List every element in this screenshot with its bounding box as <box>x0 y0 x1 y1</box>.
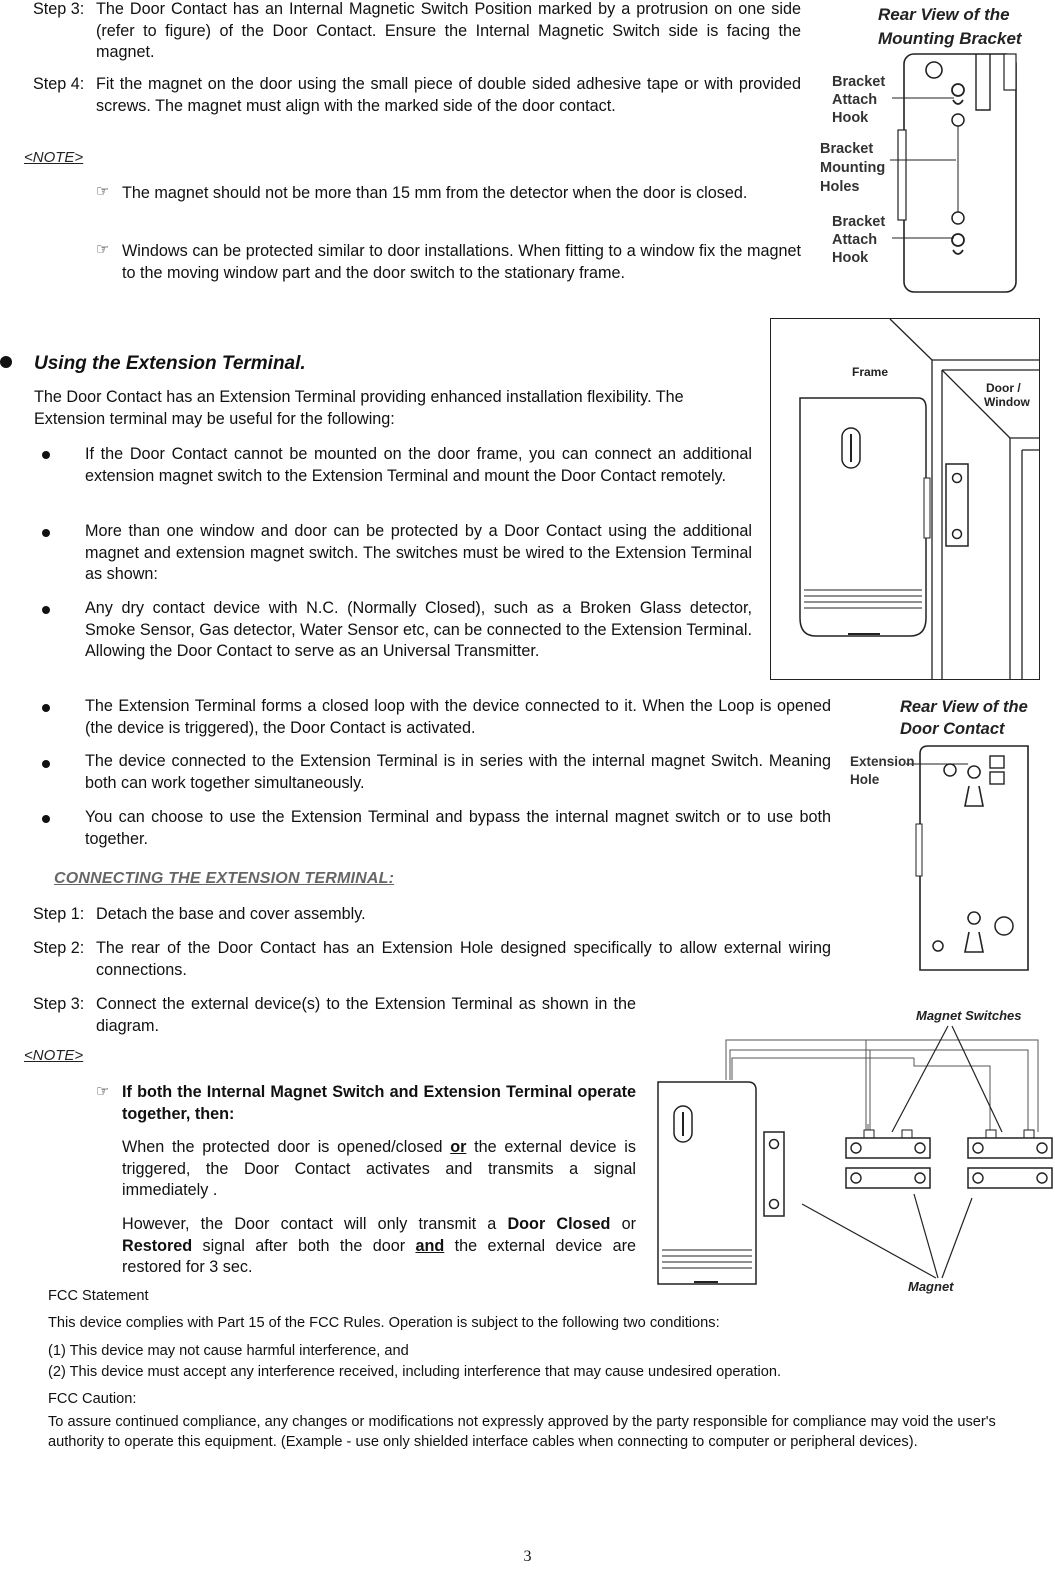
note-item: Windows can be protected similar to door installations. When fitting to a window fix the magnet to the moving window part and the door switch to the stationary frame. <box>122 242 801 282</box>
step-text: Connect the external device(s) to the Extension Terminal as shown in the diagram. <box>96 995 636 1035</box>
door-contact-rear-figure <box>848 694 1040 976</box>
fcc-condition-2: (2) This device must accept any interference received, including interference that may cause undesired operation. <box>48 1364 782 1380</box>
fcc-statement-title: FCC Statement <box>48 1288 149 1304</box>
attach-hook-label-1b: Attach <box>832 92 878 108</box>
attach-hook-label-1a: Bracket <box>832 74 886 90</box>
step-label: Step 1: <box>33 905 85 923</box>
note-label: <NOTE> <box>24 1047 84 1064</box>
pointing-hand-icon: ☞ <box>96 1083 110 1100</box>
pointing-hand-icon: ☞ <box>96 241 110 258</box>
attach-hook-label-1c: Hook <box>832 110 869 126</box>
connect-step-1 <box>33 904 831 926</box>
note-heading: If both the Internal Magnet Switch and Extension Terminal operate together, then: <box>122 1083 636 1123</box>
extension-bullet: The Extension Terminal forms a closed loop with the device connected to it. When the Loop is opened (the device is triggered), the Door Contact is activated. <box>85 697 831 737</box>
extension-hole-label-1: Extension <box>850 754 915 769</box>
extension-bullet: More than one window and door can be protected by a Door Contact using the additional magnet and extension magnet switch. The switches must be wired to the Extension Terminal as shown: <box>85 522 752 583</box>
connecting-heading: CONNECTING THE EXTENSION TERMINAL: <box>54 870 395 887</box>
bullet-dot <box>42 760 50 768</box>
mounting-holes-label-b: Mounting <box>820 160 886 176</box>
extension-bullet: The device connected to the Extension Terminal is in series with the internal magnet Switch. Meaning both can work together simultaneously. <box>85 752 831 792</box>
door-frame-figure <box>770 318 1040 680</box>
section-bullet <box>0 356 12 368</box>
para2-text-a: However, the Door contact will only transmit a <box>122 1215 508 1233</box>
note-paragraph-2 <box>122 1214 636 1279</box>
rear-title-1: Rear View of the <box>900 698 1028 716</box>
bullet-dot <box>42 704 50 712</box>
para2-door-closed: Door Closed <box>507 1215 611 1233</box>
page-number: 3 <box>523 1548 532 1565</box>
door-window-label-2: Window <box>984 395 1030 409</box>
attach-hook-label-2c: Hook <box>832 250 869 266</box>
connect-step-3 <box>33 994 636 1037</box>
pointing-hand-icon: ☞ <box>96 183 110 200</box>
fcc-statement: This device complies with Part 15 of the FCC Rules. Operation is subject to the following two conditions: <box>48 1315 720 1331</box>
wiring-diagram-figure <box>652 1004 1055 1298</box>
extension-bullet: You can choose to use the Extension Terminal and bypass the internal magnet switch or to use both together. <box>85 808 831 848</box>
note-paragraph-1 <box>122 1137 636 1202</box>
fcc-condition-1: (1) This device may not cause harmful interference, and <box>48 1343 409 1359</box>
para2-and: and <box>415 1236 445 1255</box>
step-label: Step 3: <box>33 995 85 1013</box>
para2-text-c: the external device are restored for 3 sec. <box>122 1236 636 1276</box>
bullet-dot <box>42 529 50 537</box>
note-item: The magnet should not be more than 15 mm from the detector when the door is closed. <box>122 184 748 202</box>
rear-title-2: Door Contact <box>900 720 1005 738</box>
para1-text-b: the external device is triggered, the Door Contact activates and transmits a signal immediately . <box>122 1138 636 1199</box>
para2-restored: Restored <box>122 1236 193 1255</box>
magnet-switches-label: Magnet Switches <box>916 1008 1022 1023</box>
fcc-caution-title: FCC Caution: <box>48 1391 137 1407</box>
para2-text-b: signal after both the door <box>192 1236 416 1255</box>
para1-or: or <box>450 1138 467 1156</box>
para1-text-a: When the protected door is opened/closed <box>122 1138 451 1156</box>
connect-step-2 <box>33 938 831 981</box>
step-label: Step 2: <box>33 939 85 957</box>
bullet-dot <box>42 606 50 614</box>
extension-heading: Using the Extension Terminal. <box>34 353 306 374</box>
note-label: <NOTE> <box>24 149 84 166</box>
extension-bullet: If the Door Contact cannot be mounted on the door frame, you can connect an additional extension magnet switch to the Extension Terminal and mount the Door Contact remotely. <box>85 445 752 485</box>
fcc-caution: To assure continued compliance, any changes or modifications not expressly approved by the party responsible for compliance may void the user's authority to operate this equipment. (Example - use only shielded interface cables when connecting to computer or peripheral devices). <box>48 1414 996 1450</box>
step-text: The Door Contact has an Internal Magnetic Switch Position marked by a protrusion on one side (refer to figure) of the Door Contact. Ensure the Internal Magnetic Switch side is facing the magnet. <box>96 0 801 61</box>
para2-or: or <box>610 1215 636 1233</box>
magnet-label: Magnet <box>908 1279 954 1294</box>
step-label: Step 4: <box>33 75 85 93</box>
step-text: Fit the magnet on the door using the small piece of double sided adhesive tape or with provided screws. The magnet must align with the marked side of the door contact. <box>96 75 801 115</box>
extension-hole-label-2: Hole <box>850 772 880 787</box>
mounting-holes-label-c: Holes <box>820 179 860 195</box>
step-label: Step 3: <box>33 0 85 18</box>
extension-bullet: Any dry contact device with N.C. (Normally Closed), such as a Broken Glass detector, Smoke Sensor, Gas detector, Water Sensor etc, can be connected to the Extension Terminal. Allowing the Door Contact to serve as an Universal Transmitter. <box>85 599 752 660</box>
attach-hook-label-2a: Bracket <box>832 214 886 230</box>
top-step-3 <box>33 0 801 64</box>
bracket-title-2: Mounting Bracket <box>878 29 1022 48</box>
top-step-4 <box>33 74 801 117</box>
mounting-bracket-figure <box>818 0 1050 300</box>
step-text: The rear of the Door Contact has an Extension Hole designed specifically to allow external wiring connections. <box>96 939 831 979</box>
extension-intro: The Door Contact has an Extension Terminal providing enhanced installation flexibility. The Extension terminal may be useful for the following: <box>34 388 684 428</box>
bracket-title-1: Rear View of the <box>878 5 1010 24</box>
step-text: Detach the base and cover assembly. <box>96 905 366 923</box>
bullet-dot <box>42 815 50 823</box>
attach-hook-label-2b: Attach <box>832 232 878 248</box>
mounting-holes-label-a: Bracket <box>820 141 874 157</box>
bullet-dot <box>42 451 50 459</box>
frame-label: Frame <box>852 365 889 379</box>
door-window-label-1: Door / <box>986 381 1021 395</box>
